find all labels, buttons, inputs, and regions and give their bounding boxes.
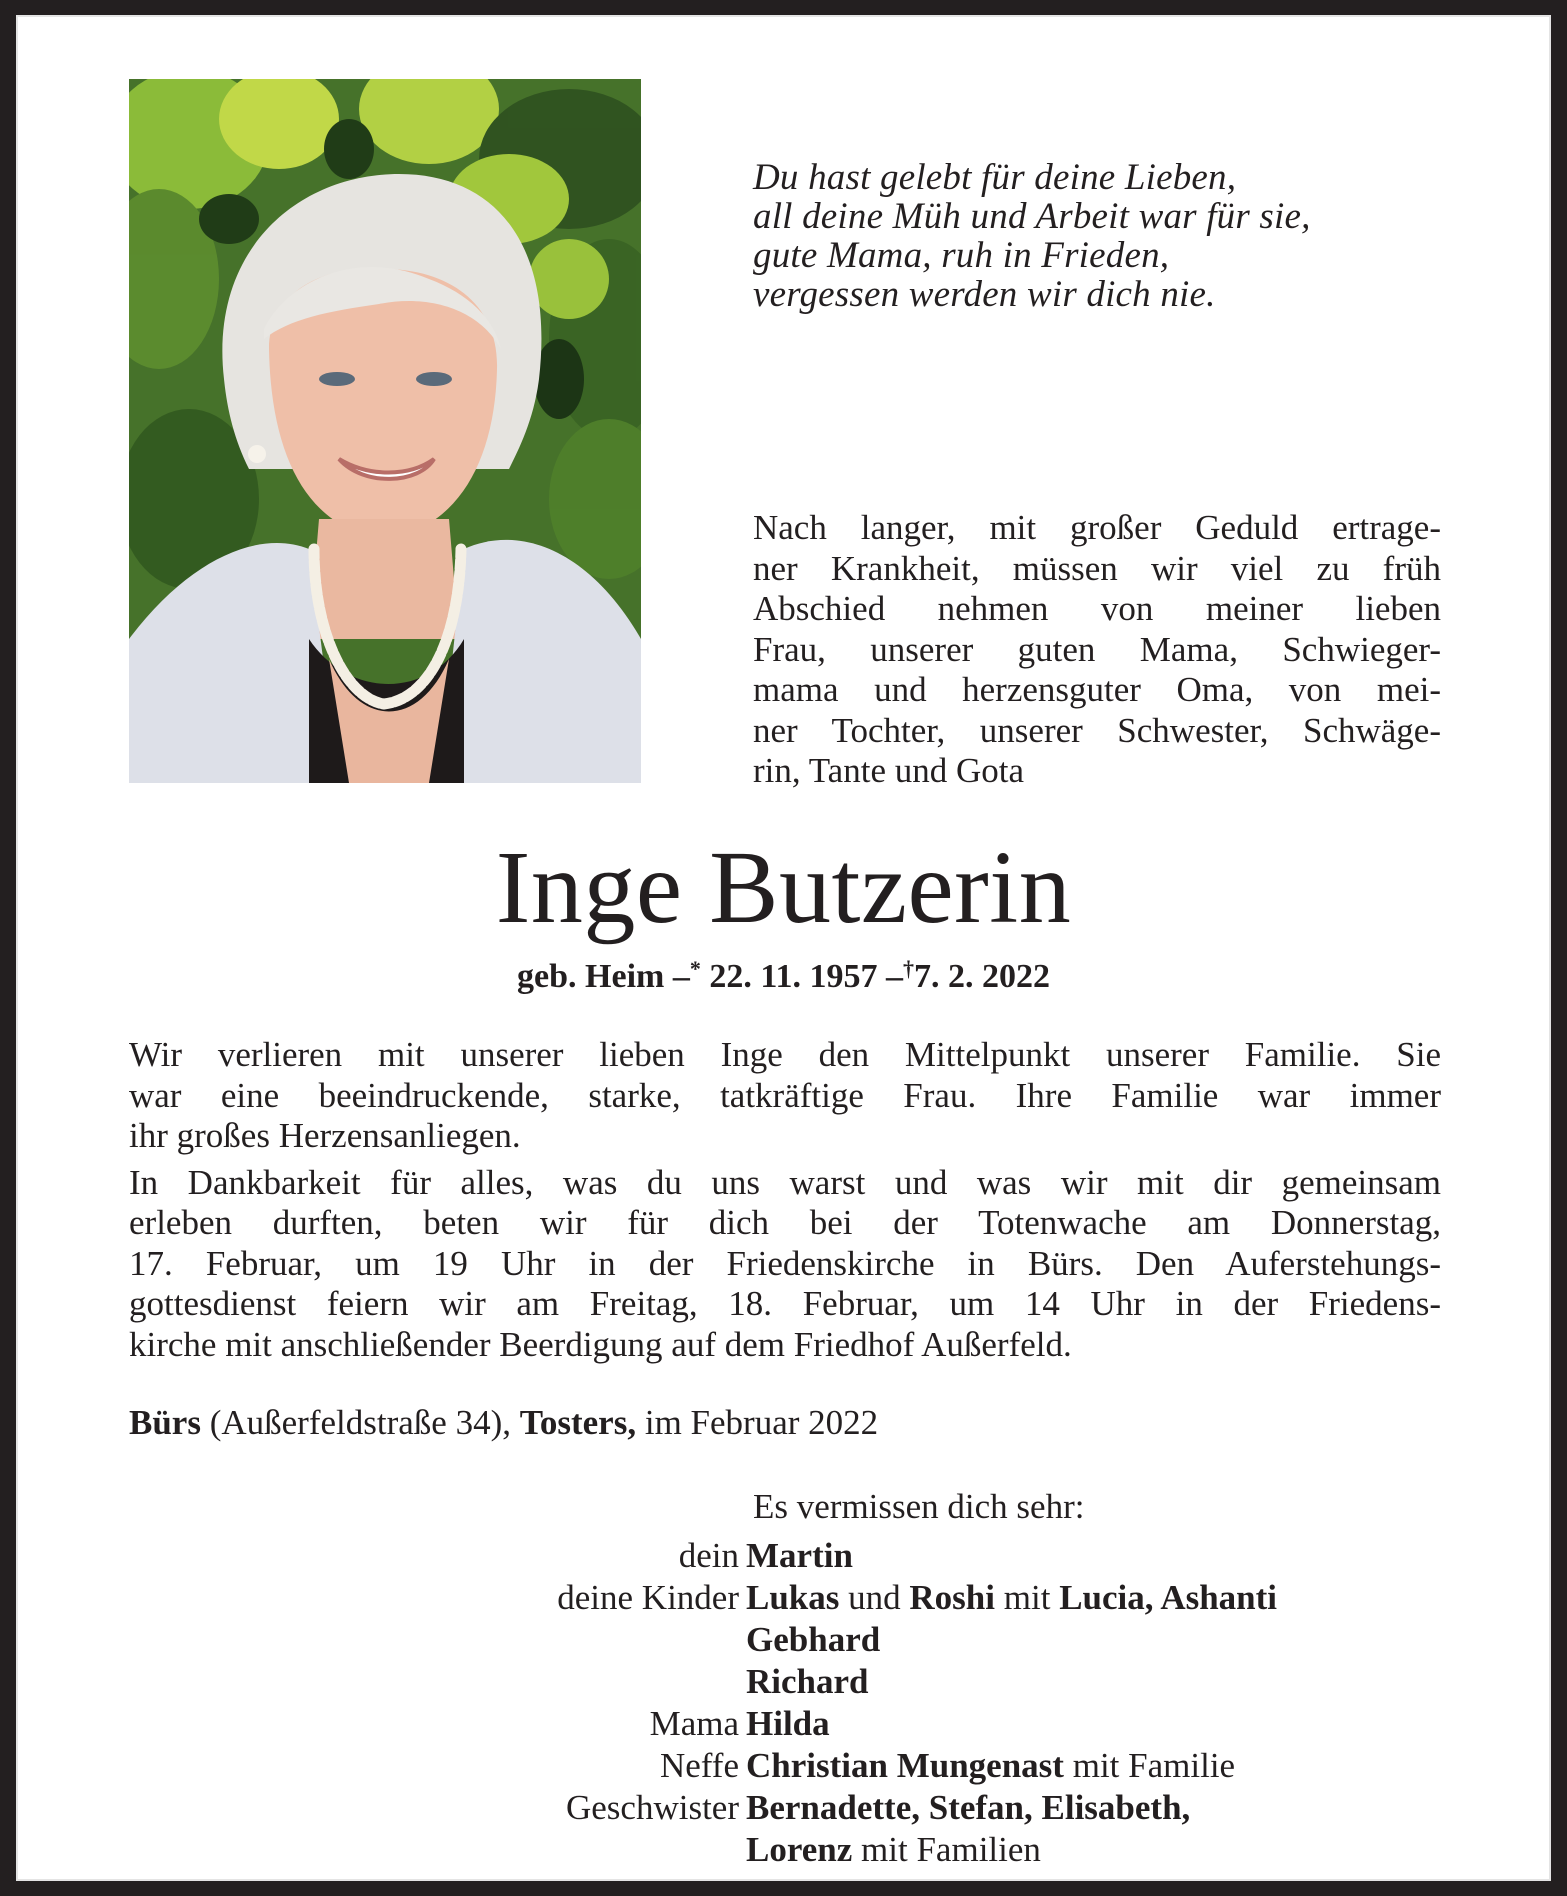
body-line: kirche mit anschließender Beerdigung auf dem Friedhof Außerfeld. [129,1324,1072,1364]
poem-line: all deine Müh und Arbeit war für sie, [753,196,1311,237]
intro-line: ner Krankheit, müssen wir viel zu früh [753,548,1441,588]
dash-separator: – [885,958,903,995]
relation-label [129,1619,746,1661]
intro-line: mama und herzensguter Oma, von mei- [753,670,1441,709]
date-line: im Februar 2022 [644,1403,879,1442]
mourner-row [129,1577,1459,1619]
mourner-name: Richard [746,1662,869,1701]
relation-label: Geschwister [565,1788,739,1827]
mourner-row [129,1787,1459,1829]
connector-text: mit Familien [852,1830,1041,1869]
life-dates [16,949,1551,997]
connector-text: mit [995,1578,1060,1617]
mourner-names [746,1703,1459,1745]
body-line: 17. Februar, um 19 Uhr in der Friedenskirche in Bürs. Den Auferstehungs- [129,1243,1441,1283]
announcement-intro [753,508,1441,792]
body-line: gottesdienst feiern wir am Freitag, 18. Februar, um 14 Uhr in der Friedens- [129,1284,1441,1323]
connector-text: und [839,1578,910,1617]
mourner-row [129,1535,1459,1577]
mourner-names [746,1661,1459,1703]
portrait-photo [129,79,641,783]
mourner-name: Lukas [746,1578,840,1617]
body-line: In Dankbarkeit für alles, was du uns warst und was wir mit dir gemeinsam [129,1162,1441,1202]
intro-line: Nach langer, mit großer Geduld ertrage- [753,508,1441,547]
mourners-list [129,1535,1459,1871]
relation-label [129,1661,746,1703]
relation-label [129,1829,746,1871]
death-date: 7. 2. 2022 [913,958,1050,995]
relation-label: dein [678,1536,739,1575]
mourner-names [746,1745,1459,1787]
body-paragraph-1 [129,1035,1441,1157]
poem-line: gute Mama, ruh in Frieden, [753,235,1170,276]
relation-label: Mama [649,1704,739,1743]
body-line: erleben durften, beten wir für dich bei der Totenwache am Donnerstag, [129,1203,1441,1242]
obituary-body [129,1035,1441,1365]
relation-label: deine Kinder [557,1578,739,1617]
obituary-card [16,15,1551,1881]
intro-line: Abschied nehmen von meiner lieben [753,589,1441,628]
mourner-names [746,1619,1459,1661]
mourner-row [129,1619,1459,1661]
address: (Außerfeldstraße 34), [209,1403,511,1442]
birth-star-icon: * [689,956,701,981]
portrait-image [129,79,641,783]
relation-label: Neffe [659,1746,739,1785]
mourner-names [746,1787,1459,1829]
mourner-name: Bernadette, Stefan, Elisabeth, [746,1788,1191,1827]
mourner-names [746,1829,1459,1871]
mourner-row [129,1745,1459,1787]
intro-line: rin, Tante und Gota [753,751,1025,790]
place-and-date [129,1403,878,1443]
dash-separator: – [672,958,690,995]
poem-line: Du hast gelebt für deine Lieben, [753,157,1237,198]
mourner-name: Christian Mungenast [746,1746,1064,1785]
mourner-row [129,1829,1459,1871]
body-line: Wir verlieren mit unserer lieben Inge den Mittelpunkt unserer Familie. Sie [129,1035,1441,1074]
mourner-name: Hilda [746,1704,830,1743]
mourners-heading: Es vermissen dich sehr: [753,1487,1085,1526]
birth-name: geb. Heim [517,958,665,995]
mourner-row [129,1661,1459,1703]
intro-line: ner Tochter, unserer Schwester, Schwäge- [753,710,1441,750]
mourner-name: Gebhard [746,1620,881,1659]
memorial-poem [753,158,1453,314]
intro-line: Frau, unserer guten Mama, Schwieger- [753,629,1441,669]
mourner-name: Martin [746,1536,853,1575]
connector-text: mit Familie [1063,1746,1236,1785]
town-2: Tosters, [519,1403,637,1442]
mourner-name: Roshi [909,1578,995,1617]
death-cross-icon: † [902,956,914,981]
mourner-names [746,1535,1459,1577]
mourner-name: Lucia, Ashanti [1059,1578,1278,1617]
mourner-names [746,1577,1459,1619]
body-line: war eine beeindruckende, starke, tatkräftige Frau. Ihre Familie war immer [129,1075,1441,1115]
town-1: Bürs [129,1403,201,1442]
poem-line: vergessen werden wir dich nie. [753,274,1216,315]
mourner-row [129,1703,1459,1745]
mourner-name: Lorenz [746,1830,853,1869]
birth-date: 22. 11. 1957 [709,958,878,995]
body-line: ihr großes Herzensanliegen. [129,1116,521,1155]
deceased-name: Inge Butzerin [495,830,1072,945]
body-paragraph-2 [129,1163,1441,1366]
